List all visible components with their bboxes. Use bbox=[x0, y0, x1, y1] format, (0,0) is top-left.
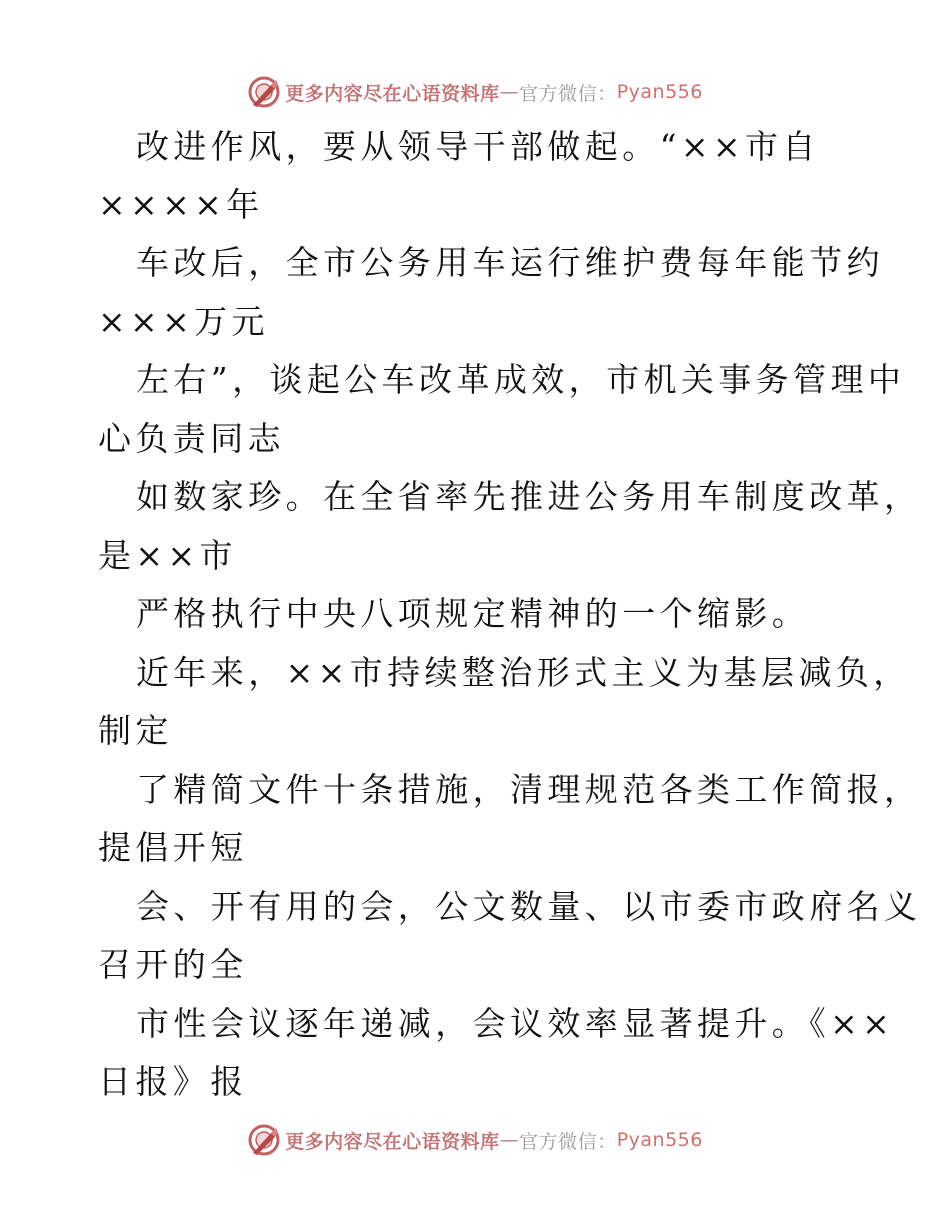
watermark-wechat-label: 官方微信： bbox=[519, 1130, 617, 1153]
body-line: ××××年 bbox=[98, 185, 264, 224]
body-line: 制定 bbox=[98, 711, 173, 750]
header-watermark bbox=[0, 72, 950, 112]
body-line: 改进作风，要从领导干部做起。“××市自 bbox=[136, 127, 820, 166]
body-line: 了精简文件十条措施，清理规范各类工作简报， bbox=[136, 770, 922, 809]
pen-logo-icon bbox=[247, 1123, 281, 1157]
watermark-dash: — bbox=[499, 1129, 520, 1151]
watermark-site-name: 更多内容尽在心语资料库 bbox=[285, 82, 500, 105]
watermark-wechat-id: Pyan556 bbox=[616, 1129, 703, 1151]
body-line: 召开的全 bbox=[98, 945, 248, 984]
body-line: ×××万元 bbox=[98, 302, 269, 341]
body-line: 近年来，××市持续整治形式主义为基层减负， bbox=[136, 653, 911, 692]
watermark-wechat-label: 官方微信： bbox=[519, 82, 617, 105]
pen-logo-icon bbox=[247, 75, 281, 109]
footer-watermark bbox=[0, 1120, 950, 1160]
body-line: 如数家珍。在全省率先推进公务用车制度改革， bbox=[136, 477, 922, 516]
body-line: 提倡开短 bbox=[98, 828, 248, 867]
body-line: 是××市 bbox=[98, 536, 237, 575]
body-line: 严格执行中央八项规定精神的一个缩影。 bbox=[136, 594, 810, 633]
body-line: 左右”，谈起公车改革成效，市机关事务管理中 bbox=[136, 360, 906, 399]
body-line: 日报》报 bbox=[98, 1062, 248, 1101]
watermark-site-name: 更多内容尽在心语资料库 bbox=[285, 1130, 500, 1153]
body-line: 会、开有用的会，公文数量、以市委市政府名义 bbox=[136, 887, 922, 926]
watermark-wechat-id: Pyan556 bbox=[616, 81, 703, 103]
body-line: 市性会议逐年递减，会议效率显著提升。《×× bbox=[136, 1004, 895, 1043]
body-line: 心负责同志 bbox=[98, 419, 285, 458]
body-line: 车改后，全市公务用车运行维护费每年能节约 bbox=[136, 243, 884, 282]
watermark-dash: — bbox=[499, 81, 520, 103]
